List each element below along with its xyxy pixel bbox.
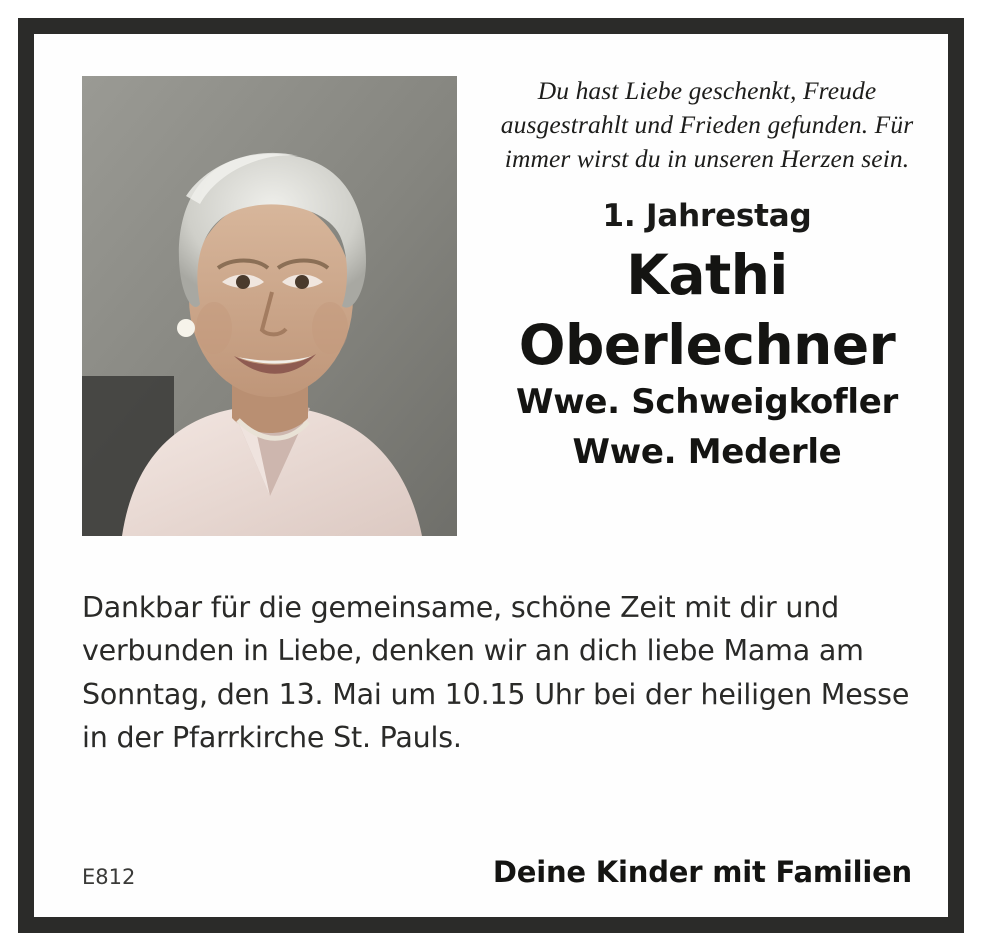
deceased-alias-1: Wwe. Schweigkofler (516, 382, 898, 423)
memorial-heading-block (482, 74, 932, 473)
card-inner (34, 34, 948, 917)
signature-line: Deine Kinder mit Familien (492, 855, 912, 889)
anniversary-label: 1. Jahrestag (602, 197, 812, 234)
reference-code: E812 (82, 865, 136, 889)
memorial-body-text: Dankbar für die gemeinsame, schöne Zeit mit dir und verbunden in Liebe, denken wir an dich liebe Mama am Sonntag, den 13. Mai um 10.15 Uhr bei der heiligen Messe in der Pfarrkirche St. Pauls. (82, 591, 910, 754)
memorial-verse: Du hast Liebe geschenkt, Freude ausgestrahlt und Frieden gefunden. Für immer wirst du in unseren Herzen sein. (500, 76, 914, 173)
card-footer (82, 849, 912, 889)
card-frame (18, 18, 964, 933)
deceased-first-name: Kathi (626, 242, 788, 307)
deceased-last-name: Oberlechner (518, 313, 896, 378)
deceased-alias-2: Wwe. Mederle (572, 431, 842, 472)
portrait-photo (82, 76, 457, 536)
